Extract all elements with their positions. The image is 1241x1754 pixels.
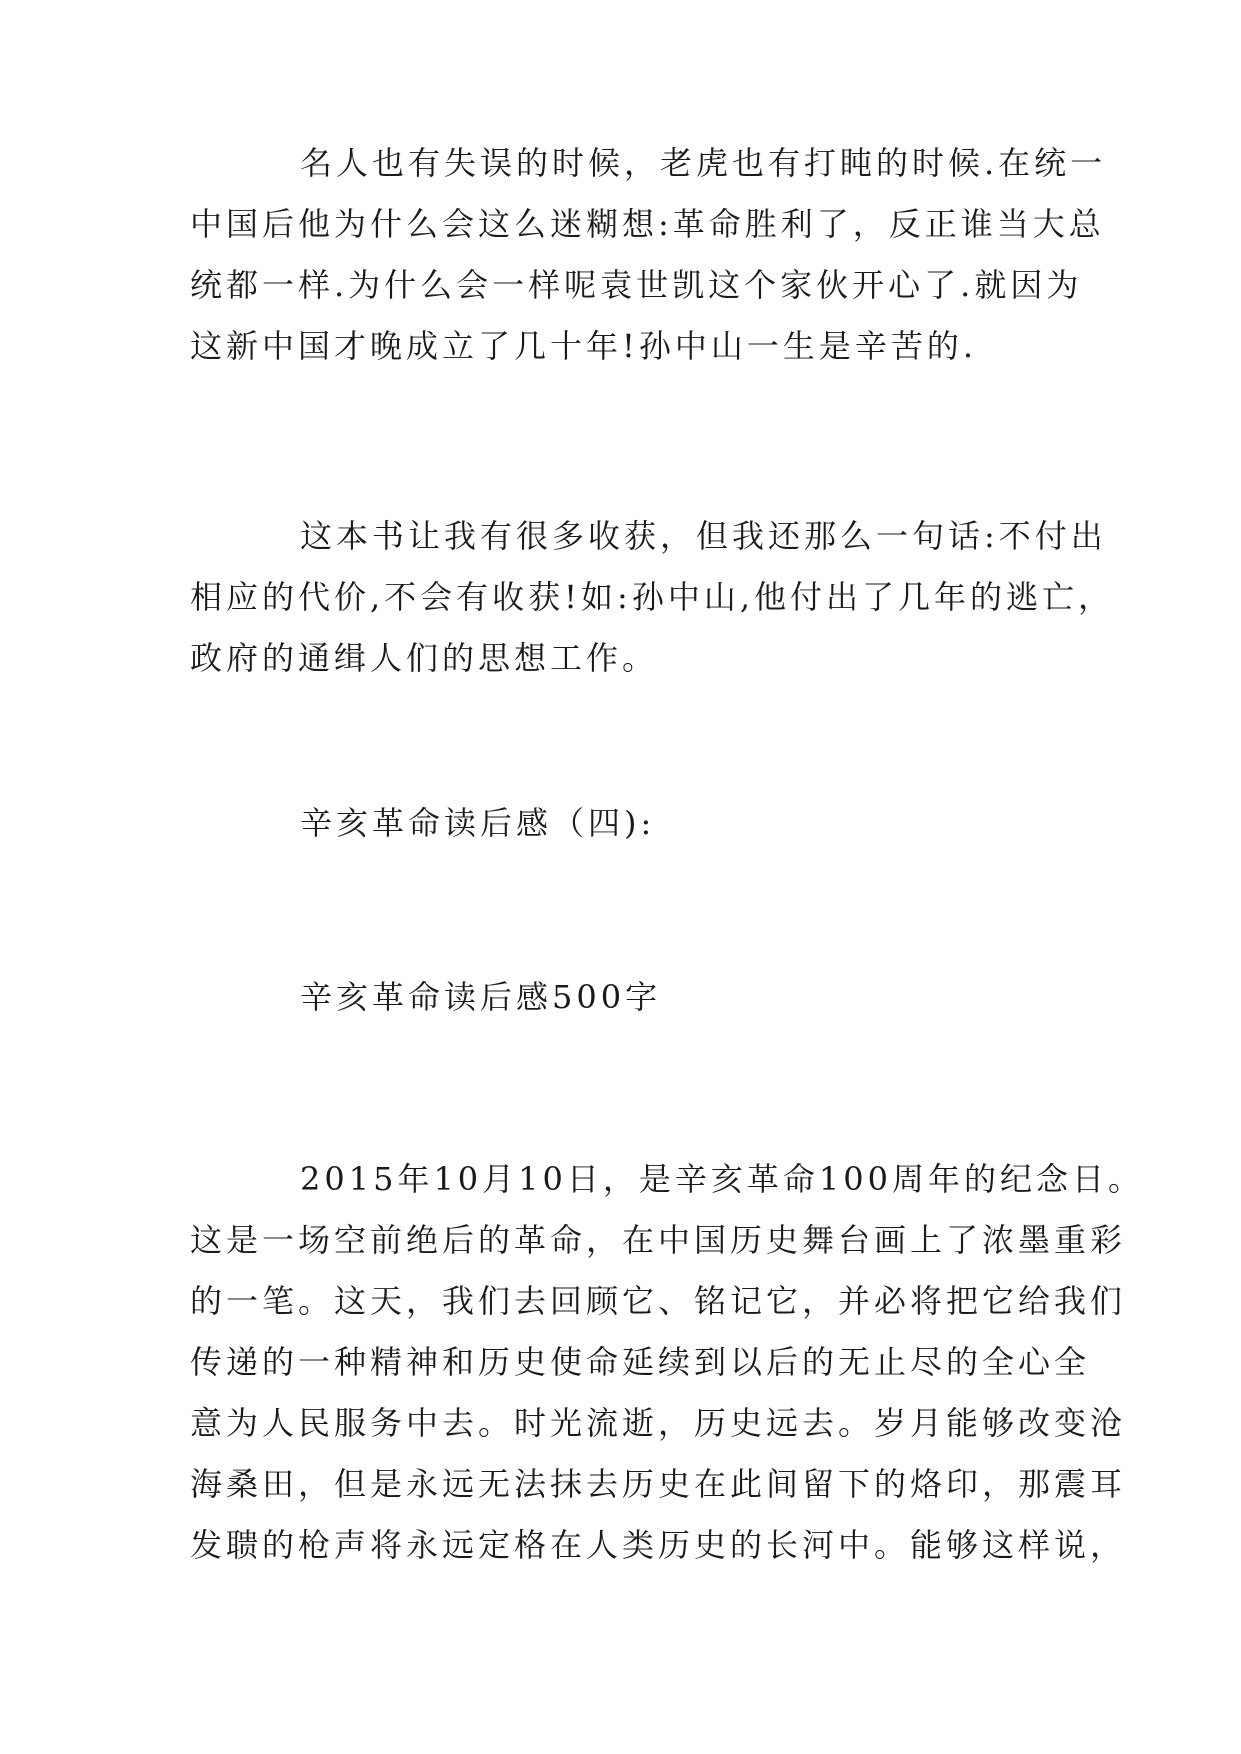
section-title-500-words: 辛亥革命读后感500字 bbox=[300, 978, 662, 1016]
paragraph-3-line: 的一笔。这天，我们去回顾它、铭记它，并必将把它给我们 bbox=[190, 1282, 1127, 1320]
paragraph-2-line: 这本书让我有很多收获，但我还那么一句话:不付出 bbox=[300, 517, 1107, 555]
paragraph-3-line: 海桑田，但是永远无法抹去历史在此间留下的烙印，那震耳 bbox=[190, 1465, 1127, 1503]
paragraph-2 bbox=[190, 506, 1114, 689]
paragraph-1-line: 统都一样.为什么会一样呢袁世凯这个家伙开心了.就因为 bbox=[190, 266, 1083, 304]
paragraph-1-line: 名人也有失误的时候，老虎也有打盹的时候.在统一 bbox=[300, 144, 1107, 182]
paragraph-3-line: 发聩的枪声将永远定格在人类历史的长河中。能够这样说， bbox=[190, 1526, 1127, 1564]
paragraph-3-line: 2015年10月10日，是辛亥革命100周年的纪念日。 bbox=[300, 1160, 1144, 1198]
paragraph-1 bbox=[190, 133, 1107, 377]
paragraph-3 bbox=[190, 1149, 1144, 1576]
paragraph-1-line: 这新中国才晚成立了几十年!孙中山一生是辛苦的. bbox=[190, 327, 978, 365]
paragraph-1-line: 中国后他为什么会这么迷糊想:革命胜利了，反正谁当大总 bbox=[190, 205, 1105, 243]
paragraph-3-line: 意为人民服务中去。时光流逝，历史远去。岁月能够改变沧 bbox=[190, 1404, 1127, 1442]
paragraph-3-line: 这是一场空前绝后的革命，在中国历史舞台画上了浓墨重彩 bbox=[190, 1221, 1127, 1259]
paragraph-3-line: 传递的一种精神和历史使命延续到以后的无止尽的全心全 bbox=[190, 1343, 1091, 1381]
paragraph-2-line: 相应的代价,不会有收获!如:孙中山,他付出了几年的逃亡， bbox=[190, 578, 1114, 616]
section-heading-4: 辛亥革命读后感（四): bbox=[300, 804, 656, 842]
paragraph-2-line: 政府的通缉人们的思想工作。 bbox=[190, 639, 659, 677]
